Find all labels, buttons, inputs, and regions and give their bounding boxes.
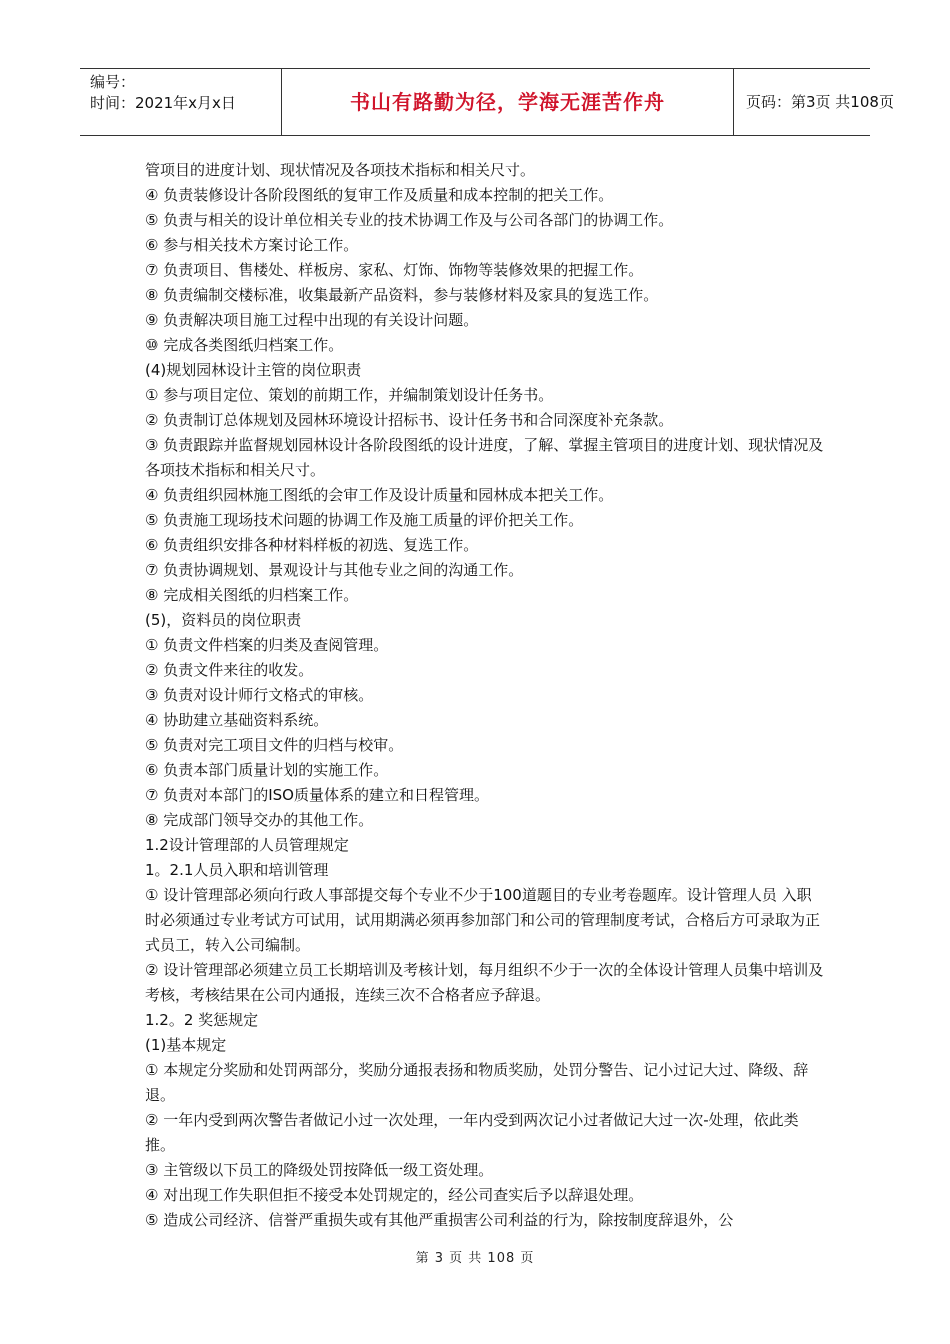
text-line: ⑤ 负责施工现场技术问题的协调工作及施工质量的评价把关工作。 [145, 511, 584, 529]
text-line: ③ 负责跟踪并监督规划园林设计各阶段图纸的设计进度，了解、掌握主管项目的进度计划、现状情况及各项技术指标和相关尺寸。 [145, 436, 824, 479]
section-heading: (4)规划园林设计主管的岗位职责 [145, 361, 362, 379]
text-line: ② 设计管理部必须建立员工长期培训及考核计划，每月组织不少于一次的全体设计管理人员集中培训及考核，考核结果在公司内通报，连续三次不合格者应予辞退。 [145, 961, 824, 1004]
document-body [145, 158, 825, 1233]
header-page-info: 页码：第3页 共108页 [746, 93, 894, 111]
section-heading: 1.2设计管理部的人员管理规定 [145, 836, 349, 854]
text-line: ③ 主管级以下员工的降级处罚按降低一级工资处理。 [145, 1161, 494, 1179]
text-line: ⑧ 完成相关图纸的归档案工作。 [145, 586, 359, 604]
text-line: ④ 协助建立基础资料系统。 [145, 711, 329, 729]
text-line: ⑩ 完成各类图纸归档案工作。 [145, 336, 344, 354]
section-heading: (5)，资料员的岗位职责 [145, 611, 302, 629]
section-heading: (1)基本规定 [145, 1036, 227, 1054]
text-line: ⑤ 负责对完工项目文件的归档与校审。 [145, 736, 404, 754]
text-line: ⑧ 负责编制交楼标准，收集最新产品资料，参与装修材料及家具的复选工作。 [145, 286, 659, 304]
text-line: ④ 对出现工作失职但拒不接受本处罚规定的，经公司查实后予以辞退处理。 [145, 1186, 644, 1204]
text-line: ④ 负责组织园林施工图纸的会审工作及设计质量和园林成本把关工作。 [145, 486, 614, 504]
document-number-label: 编号： [90, 73, 136, 91]
text-line: ② 负责制订总体规划及园林环境设计招标书、设计任务书和合同深度补充条款。 [145, 411, 674, 429]
text-line: ① 负责文件档案的归类及查阅管理。 [145, 636, 389, 654]
text-line: ⑥ 负责本部门质量计划的实施工作。 [145, 761, 389, 779]
text-line: ③ 负责对设计师行文格式的审核。 [145, 686, 374, 704]
text-line: ⑦ 负责协调规划、景观设计与其他专业之间的沟通工作。 [145, 561, 524, 579]
text-line: ② 一年内受到两次警告者做记小过一次处理，一年内受到两次记小过者做记大过一次-处理，依此类推。 [145, 1111, 799, 1154]
text-line: ⑧ 完成部门领导交办的其他工作。 [145, 811, 374, 829]
header-meta [80, 69, 282, 135]
text-line: ① 本规定分奖励和处罚两部分，奖励分通报表扬和物质奖励，处罚分警告、记小过记大过、降级、辞退。 [145, 1061, 809, 1104]
page-footer: 第 3 页 共 108 页 [415, 1251, 535, 1266]
text-line: ⑤ 负责与相关的设计单位相关专业的技术协调工作及与公司各部门的协调工作。 [145, 211, 674, 229]
text-line: ⑤ 造成公司经济、信誉严重损失或有其他严重损害公司利益的行为，除按制度辞退外，公 [145, 1211, 734, 1229]
text-line: ① 设计管理部必须向行政人事部提交每个专业不少于100道题目的专业考卷题库。设计管理人员 入职时必须通过专业考试方可试用，试用期满必须再参加部门和公司的管理制度考试，合格后方可录取为正式员工，转入公司编制。 [145, 886, 821, 954]
text-line: ① 参与项目定位、策划的前期工作，并编制策划设计任务书。 [145, 386, 554, 404]
section-heading: 1.2。2 奖惩规定 [145, 1011, 259, 1029]
text-line: ⑥ 负责组织安排各种材料样板的初选、复选工作。 [145, 536, 479, 554]
text-line: ④ 负责装修设计各阶段图纸的复审工作及质量和成本控制的把关工作。 [145, 186, 614, 204]
text-line: 管项目的进度计划、现状情况及各项技术指标和相关尺寸。 [145, 161, 536, 179]
text-line: ⑦ 负责对本部门的ISO质量体系的建立和日程管理。 [145, 786, 489, 804]
page-header [80, 68, 894, 136]
text-line: ⑨ 负责解决项目施工过程中出现的有关设计问题。 [145, 311, 479, 329]
text-line: ⑥ 参与相关技术方案讨论工作。 [145, 236, 359, 254]
section-heading: 1。2.1人员入职和培训管理 [145, 861, 329, 879]
document-date: 时间：2021年x月x日 [90, 94, 236, 112]
text-line: ⑦ 负责项目、售楼处、样板房、家私、灯饰、饰物等装修效果的把握工作。 [145, 261, 644, 279]
text-line: ② 负责文件来往的收发。 [145, 661, 314, 679]
header-motto: 书山有路勤为径，学海无涯苦作舟 [282, 69, 734, 135]
